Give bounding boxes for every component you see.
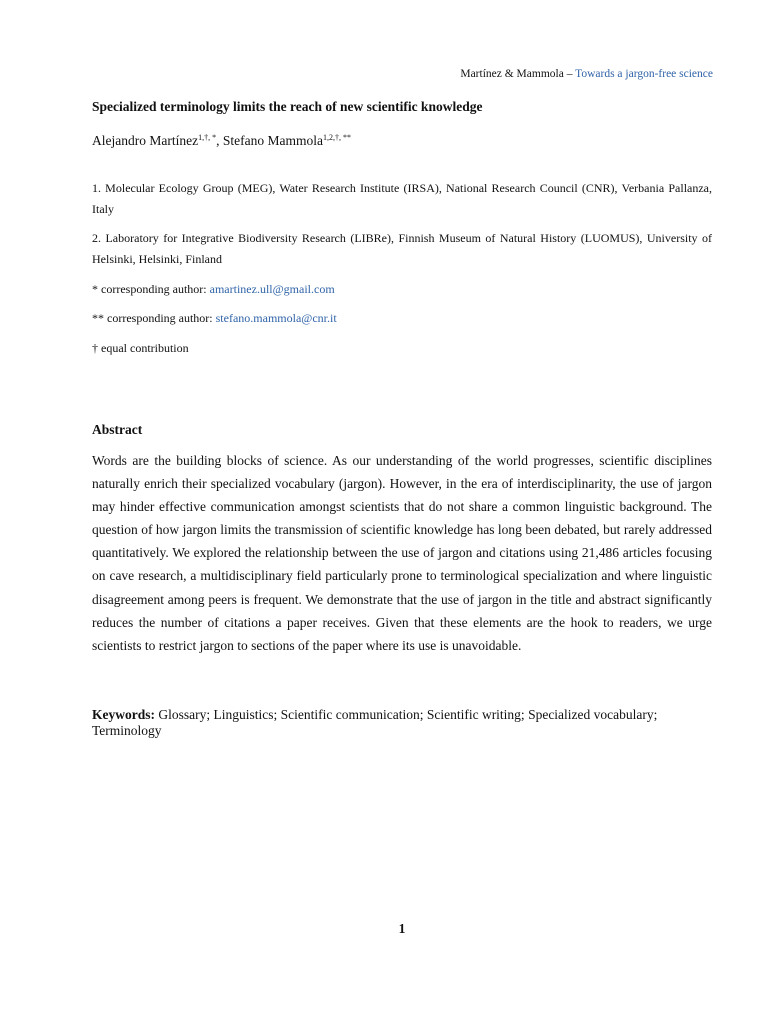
paper-title: Specialized terminology limits the reach of new scientific knowledge — [92, 99, 483, 114]
header-running-title-link[interactable]: Towards a jargon-free science — [575, 68, 713, 80]
keywords — [92, 707, 712, 739]
author-1-superscript: 1,†, * — [198, 133, 217, 142]
affiliation-1: 1. Molecular Ecology Group (MEG), Water Research Institute (IRSA), National Research Council (CNR), Verbania Pallanza, Italy — [92, 181, 712, 216]
author-line — [92, 133, 351, 149]
keywords-text: Glossary; Linguistics; Scientific communication; Scientific writing; Specialized vocabulary; Terminology — [92, 707, 658, 738]
author-2-superscript: 1,2,†, ** — [322, 133, 351, 142]
header-separator: – — [563, 68, 576, 80]
corresponding-author-2-label: ** corresponding author: — [92, 311, 216, 325]
author-2-name: Stefano Mammola — [222, 133, 323, 148]
abstract-heading: Abstract — [92, 422, 143, 437]
keywords-label: Keywords: — [92, 707, 155, 722]
corresponding-author-2 — [92, 311, 337, 326]
author-separator: , — [216, 133, 223, 148]
abstract-body: Words are the building blocks of science. As our understanding of the world progresses, scientific disciplines naturally enrich their specialized vocabulary (jargon). However, in the era of interdisciplinarity, the use of jargon may hinder effective communication amongst scientists that do not share a common linguistic background. The question of how jargon limits the transmission of scientific knowledge has long been debated, but rarely addressed quantitatively. We explored the relationship between the use of jargon and citations using 21,486 articles focusing on cave research, a multidisciplinary field particularly prone to terminological specialization and where linguistic disagreement among peers is frequent. We demonstrate that the use of jargon in the title and abstract significantly reduces the number of citations a paper receives. Given that these elements are the hook to readers, we urge scientists to restrict jargon to sections of the paper where its use is unavoidable. — [92, 453, 712, 653]
author-1-name: Alejandro Martínez — [92, 133, 199, 148]
affiliation-2: 2. Laboratory for Integrative Biodiversity Research (LIBRe), Finnish Museum of Natural History (LUOMUS), University of Helsinki, Helsinki, Finland — [92, 231, 712, 266]
page-number: 1 — [398, 921, 406, 936]
running-header — [460, 67, 713, 81]
corresponding-author-1-label: * corresponding author: — [92, 282, 210, 296]
equal-contribution-note: † equal contribution — [92, 341, 189, 355]
corresponding-author-1-email-link[interactable]: amartinez.ull@gmail.com — [209, 282, 335, 296]
corresponding-author-1 — [92, 282, 335, 297]
corresponding-author-2-email-link[interactable]: stefano.mammola@cnr.it — [215, 311, 337, 325]
header-authors: Martínez & Mammola — [460, 68, 564, 80]
